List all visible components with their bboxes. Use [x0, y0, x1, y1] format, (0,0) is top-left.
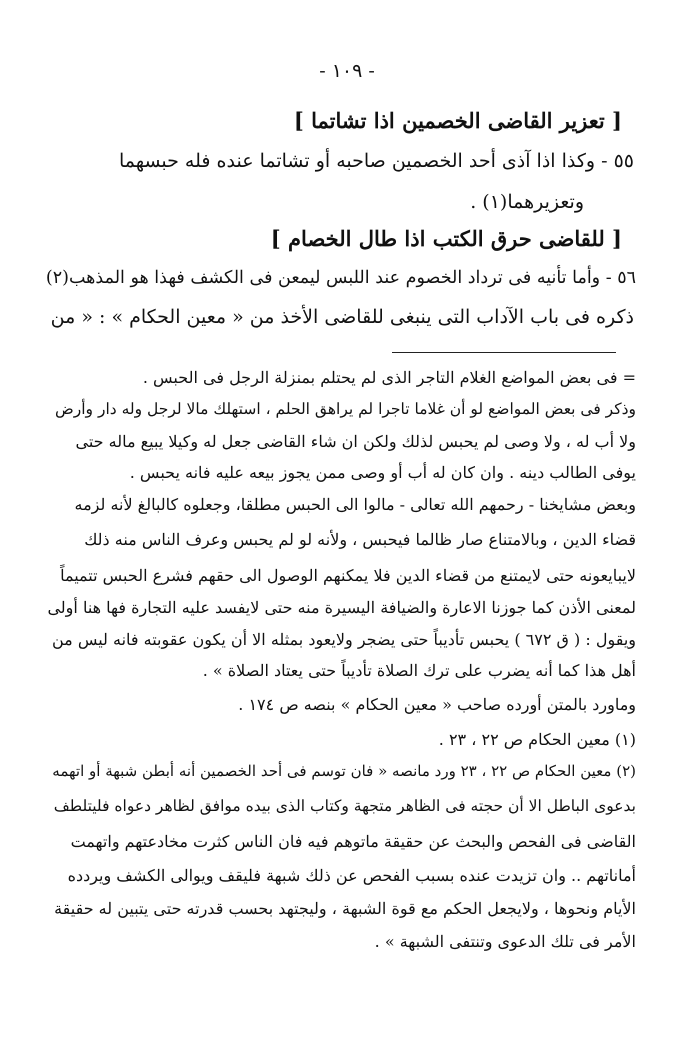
- page-number: - ١٠٩ -: [319, 60, 375, 82]
- footnote-2-line: أماناتهم .. وان تزيدت عنده بسبب الفحص عن ذلك شبهة فليقف ويوالى الكشف ويردده: [67, 866, 636, 885]
- note-line: وبعض مشايخنا - رحمهم الله تعالى - مالوا الى الحبس مطلقا، وجعلوه كالبالغ لأنه لزمه: [74, 495, 636, 514]
- section-heading-tazir: [ تعزير القاضى الخصمين اذا تشاتما ]: [293, 108, 622, 133]
- note-line: = فى بعض المواضع الغلام التاجر الذى لم يحتلم بمنزلة الرجل فى الحبس .: [142, 368, 636, 387]
- footnote-2-line: بدعوى الباطل الا أن حجته فى الظاهر متجهة وكتاب الذى بيده موافق لظاهر دعواه فليتلطف: [53, 797, 636, 815]
- footnote-2-line: الأمر فى تلك الدعوى وتنتفى الشبهة » .: [374, 932, 636, 951]
- note-line: ولا أب له ، ولا وصى لم يحبس لذلك ولكن ان شاء القاضى جعل له وكيلا يبيع ماله حتى: [75, 432, 636, 451]
- paragraph-55-line-1: ٥٥ - وكذا اذا آذى أحد الخصمين صاحبه أو تشاتما عنده فله حبسهما: [118, 150, 634, 172]
- footnote-divider: [392, 352, 616, 353]
- note-line: يوفى الطالب دينه . وان كان له أب أو وصى ممن يجوز بيعه عليه فانه يحبس .: [129, 463, 636, 482]
- note-line: وذكر فى بعض المواضع لو أن غلاما تاجرا لم يراهق الحلم ، استهلك مالا لرجل وله دار وأرض: [55, 400, 636, 418]
- note-line: لمعنى الأذن كما جوزنا الاعارة والضيافة اليسيرة منه حتى لايفسد عليه التجارة فها هنا أولى: [47, 598, 636, 617]
- footnote-2-line: الأيام ونحوها ، ولايجعل الحكم مع قوة الشبهة ، وليجتهد بحسب قدرته حتى يتبين له حقيقة: [54, 899, 636, 918]
- footnote-1: (١) معين الحكام ص ٢٢ ، ٢٣ .: [438, 730, 636, 749]
- note-line: ويقول : ( ق ٦٧٢ ) يحبس تأديباً حتى يضجر ولايعود بمثله الا أن يكون عقوبته فانه ليس من: [51, 630, 636, 649]
- paragraph-55-line-2: وتعزيرهما(١) .: [470, 191, 584, 213]
- note-line: أهل هذا كما أنه يضرب على ترك الصلاة تأديباً حتى يعتاد الصلاة » .: [202, 661, 636, 680]
- paragraph-56-line-2: ذكره فى باب الآداب التى ينبغى للقاضى الأخذ من « معين الحكام » : « من: [50, 306, 634, 328]
- footnote-2-line: القاضى فى الفحص والبحث عن حقيقة ماتوهم فيه فان الناس كثرت مخادعتهم واتهمت: [70, 832, 636, 851]
- section-heading-burning-books: [ للقاضى حرق الكتب اذا طال الخصام ]: [270, 226, 622, 251]
- footnote-2-line: (٢) معين الحكام ص ٢٢ ، ٢٣ ورد مانصه « فان توسم فى أحد الخصمين أنه أبطن شبهة أو اتهمه: [52, 762, 636, 780]
- note-line: قضاء الدين ، وبالامتناع صار ظالما فيحبس ، ولأنه لو لم يحبس وعرف الناس منه ذلك: [84, 530, 636, 549]
- note-line: وماورد بالمتن أورده صاحب « معين الحكام » بنصه ص ١٧٤ .: [238, 695, 636, 714]
- note-line: لايبايعونه حتى لايمتنع من قضاء الدين فلا يمكنهم الوصول الى حقهم فشرع الحبس تتميماً: [60, 566, 636, 585]
- paragraph-56-line-1: ٥٦ - وأما تأنيه فى ترداد الخصوم عند اللبس ليمعن فى الكشف فهذا هو المذهب(٢): [45, 268, 636, 288]
